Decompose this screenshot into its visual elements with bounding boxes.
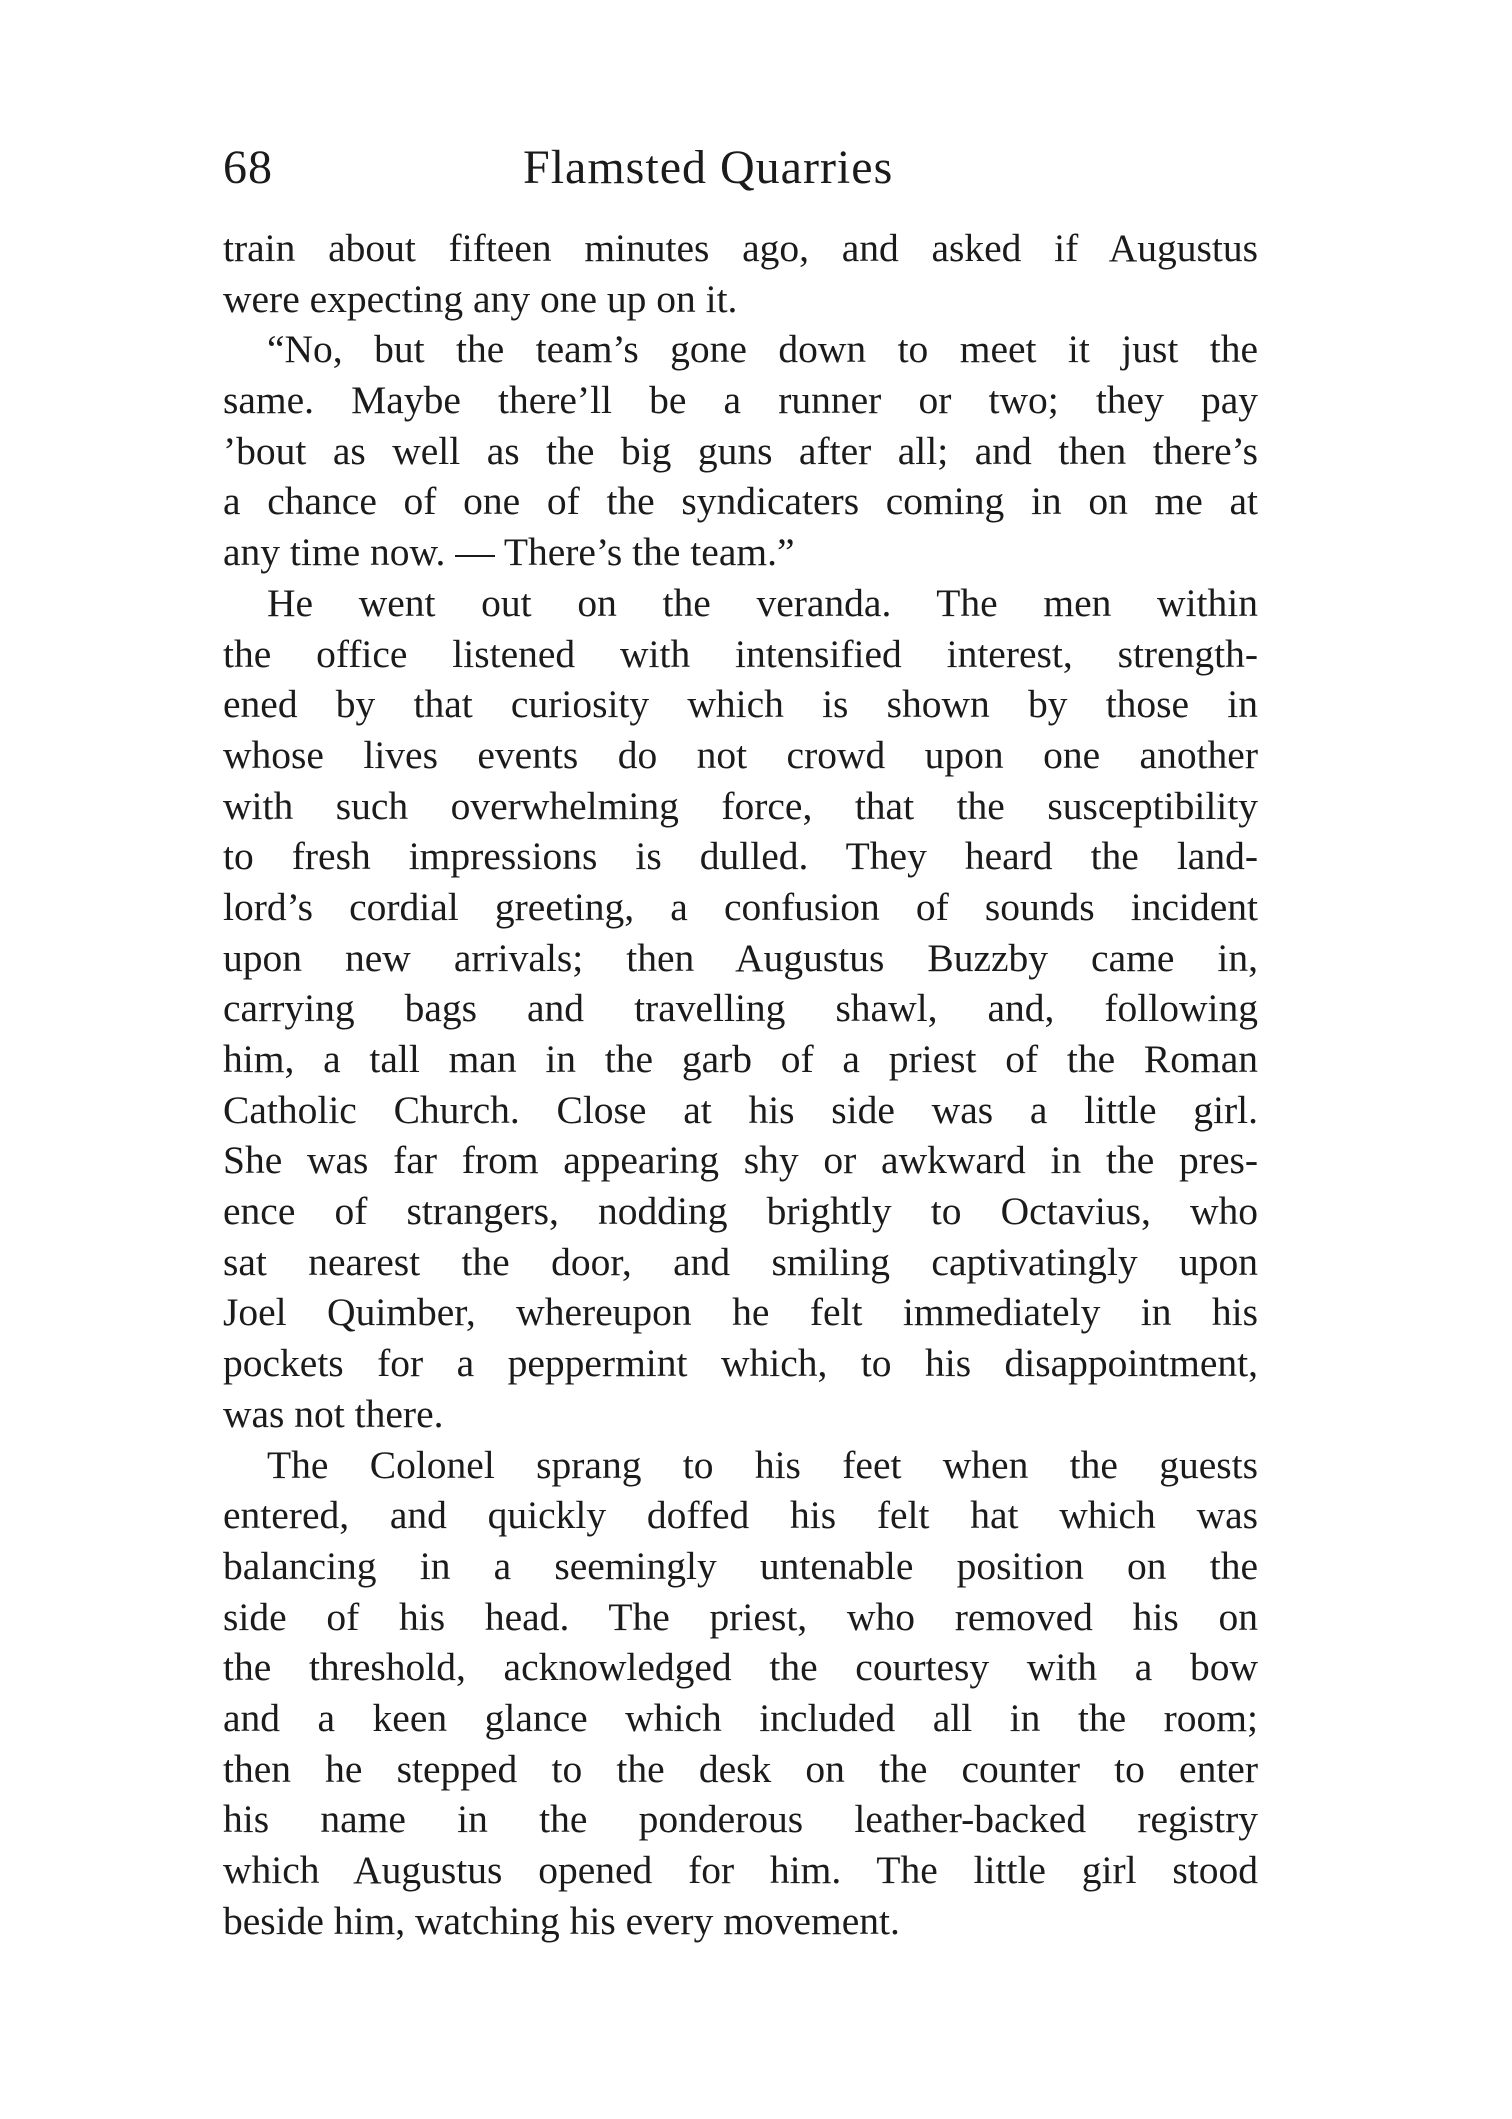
text-line: balancing in a seemingly untenable position on the	[223, 1543, 1258, 1588]
text-line: upon new arrivals; then Augustus Buzzby came in,	[223, 935, 1258, 980]
text-line: ened by that curiosity which is shown by those in	[223, 682, 1258, 727]
text-line: the office listened with intensified interest, strength-	[223, 631, 1258, 676]
body-text	[223, 223, 1258, 1946]
text-line: which Augustus opened for him. The little girl stood	[223, 1848, 1258, 1892]
text-line: lord’s cordial greeting, a confusion of sounds incident	[223, 884, 1258, 929]
text-line: Catholic Church. Close at his side was a little girl.	[223, 1087, 1258, 1132]
text-line: She was far from appearing shy or awkward in the pres-	[223, 1138, 1258, 1183]
text-line: was not there.	[223, 1391, 444, 1436]
text-line: with such overwhelming force, that the susceptibility	[223, 783, 1258, 828]
text-line: Joel Quimber, whereupon he felt immediately in his	[223, 1290, 1258, 1335]
text-line: him, a tall man in the garb of a priest of the Roman	[223, 1037, 1258, 1081]
text-line: to fresh impressions is dulled. They heard the land-	[223, 834, 1258, 879]
text-line: any time now. — There’s the team.”	[223, 530, 795, 575]
text-line: then he stepped to the desk on the counter to enter	[223, 1746, 1258, 1791]
text-line: the threshold, acknowledged the courtesy with a bow	[223, 1645, 1258, 1690]
text-line: train about fifteen minutes ago, and asked if Augustus	[223, 226, 1258, 270]
text-line: beside him, watching his every movement.	[223, 1898, 900, 1943]
text-line: The Colonel sprang to his feet when the guests	[267, 1442, 1258, 1487]
running-title: Flamsted Quarries	[523, 141, 894, 194]
text-line: pockets for a peppermint which, to his disappointment,	[223, 1341, 1258, 1386]
text-line: same. Maybe there’ll be a runner or two; they pay	[223, 378, 1258, 423]
text-line: were expecting any one up on it.	[223, 276, 738, 321]
text-line: a chance of one of the syndicaters coming in on me at	[223, 479, 1258, 524]
text-line: He went out on the veranda. The men within	[267, 580, 1258, 625]
text-line: carrying bags and travelling shawl, and, following	[223, 986, 1258, 1031]
text-line: side of his head. The priest, who removed his on	[223, 1594, 1258, 1639]
text-line: entered, and quickly doffed his felt hat which was	[223, 1493, 1258, 1538]
text-line: sat nearest the door, and smiling captivatingly upon	[223, 1239, 1258, 1284]
text-line: his name in the ponderous leather-backed registry	[223, 1797, 1258, 1842]
text-line: and a keen glance which included all in the room;	[223, 1695, 1258, 1740]
text-line: ence of strangers, nodding brightly to Octavius, who	[223, 1189, 1258, 1234]
text-line: “No, but the team’s gone down to meet it just the	[267, 327, 1258, 372]
text-line: ’bout as well as the big guns after all; and then there’s	[223, 428, 1258, 473]
page-header	[223, 138, 1258, 208]
page-number: 68	[223, 141, 273, 194]
text-line: whose lives events do not crowd upon one another	[223, 732, 1258, 777]
